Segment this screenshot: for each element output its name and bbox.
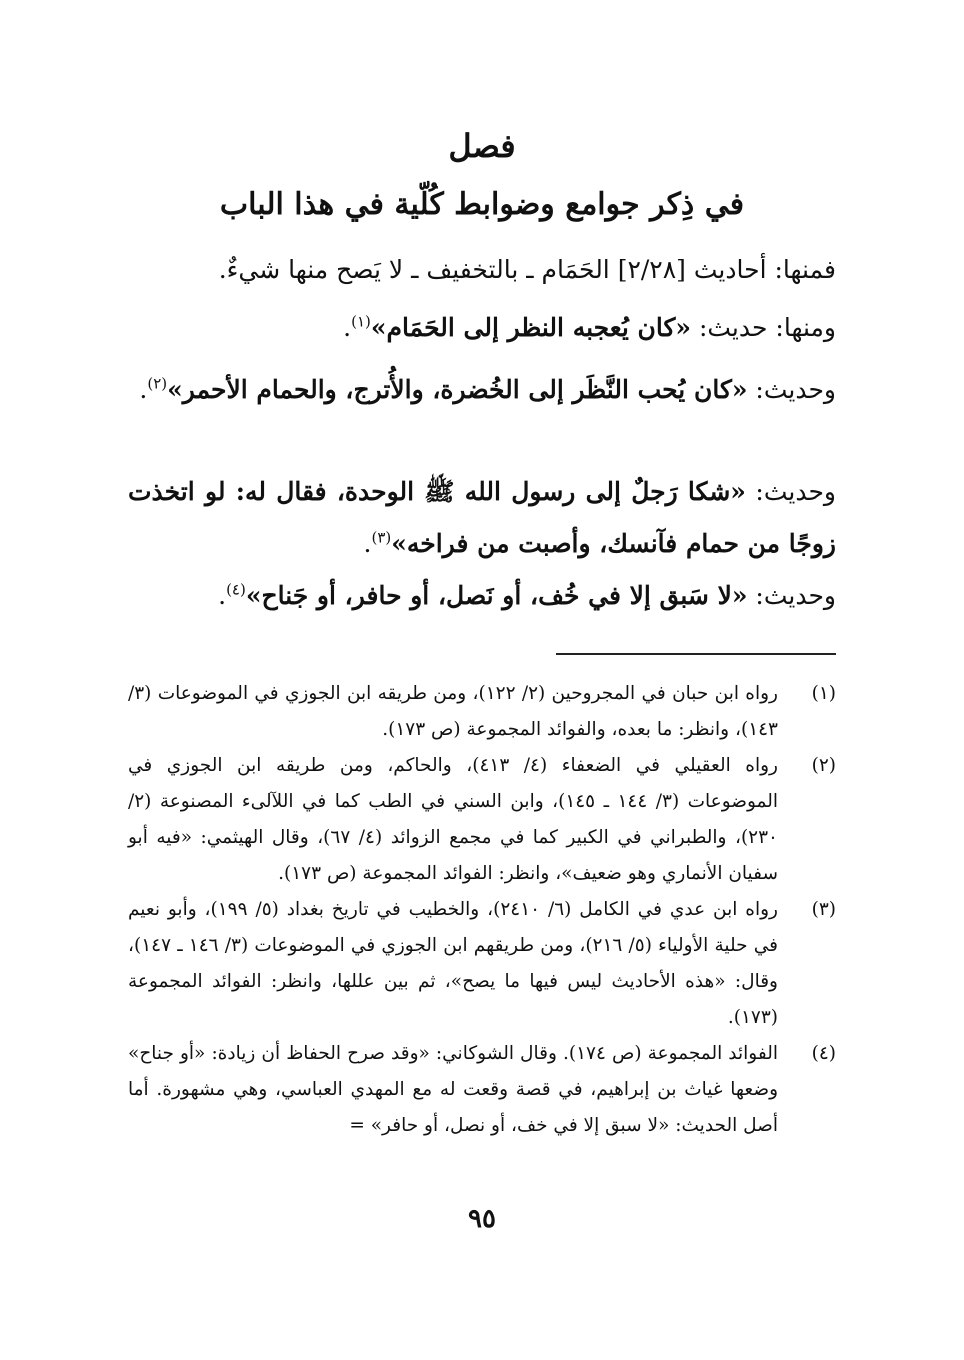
paragraph-prefix: فمنها: xyxy=(766,255,836,284)
footnote-number: (٤) xyxy=(811,1043,836,1064)
footnote xyxy=(128,1036,836,1144)
hadith-text: «كان يُعجبه النظر إلى الحَمَام» xyxy=(370,313,692,342)
footnote-ref: (١) xyxy=(351,312,371,331)
footnote-text: رواه ابن عدي في الكامل (٦/ ٢٤١٠)، والخطيب في تاريخ بغداد (٥/ ١٩٩)، وأبو نعيم في حلية الأولياء (٥/ ٢١٦)، ومن طريقهم ابن الجوزي في الموضوعات (٣/ ١٤٦ ـ ١٤٧)، وقال: «هذه الأحاديث ليس فيها ما يصح»، ثم بين عللها، وانظر: الفوائد المجموعة (١٧٣). xyxy=(128,899,778,1028)
footnotes xyxy=(128,676,836,1144)
paragraph-body: أحاديث [٢/٢٨] الحَمَام ـ بالتخفيف ـ لا يَصح منها شيءٌ. xyxy=(218,255,767,284)
paragraph xyxy=(128,364,836,416)
footnote xyxy=(128,676,836,748)
footnote-ref: (٤) xyxy=(226,580,246,599)
paragraph xyxy=(128,570,836,622)
paragraph xyxy=(128,244,836,296)
footnote-text: رواه العقيلي في الضعفاء (٤/ ٤١٣)، والحاكم، ومن طريقه ابن الجوزي في الموضوعات (٣/ ١٤٤ ـ ١٤٥)، وابن السني في الطب كما في اللآلىء المصنوعة (٢/ ٢٣٠)، والطبراني في الكبير كما في مجمع الزوائد (٤/ ٦٧)، وقال الهيثمي: «فيه أبو سفيان الأنماري وهو ضعيف»، وانظر: الفوائد المجموعة (ص ١٧٣). xyxy=(128,755,779,884)
page-number: ٩٥ xyxy=(468,1204,496,1234)
paragraph-end: . xyxy=(343,313,352,342)
paragraph-end: . xyxy=(139,375,148,404)
paragraph-end: . xyxy=(218,581,227,610)
hadith-text: «كان يُحب النَّظَر إلى الخُضرة، والأُترج، والحمام الأحمر» xyxy=(167,375,748,404)
footnote-divider xyxy=(556,653,836,655)
footnote-text: الفوائد المجموعة (ص ١٧٤). وقال الشوكاني: «وقد صرح الحفاظ أن زيادة: «أو جناح» وضعها غياث بن إبراهيم، في قصة وقعت له مع المهدي العباسي، وهي مشهورة. أما أصل الحديث: «لا سبق إلا في خف، أو نصل، أو حافر» = xyxy=(128,1043,778,1136)
paragraph-end: . xyxy=(363,529,372,558)
paragraph-prefix: ومنها: حديث: xyxy=(691,313,836,342)
footnote-number: (٢) xyxy=(811,755,836,776)
footnote-ref: (٢) xyxy=(147,374,168,393)
footnote-ref: (٣) xyxy=(371,528,392,547)
paragraph-prefix: وحديث: xyxy=(747,581,836,610)
footnote-number: (٣) xyxy=(811,899,836,920)
footnote xyxy=(128,748,836,892)
section-title: فصل xyxy=(448,127,516,165)
section-subtitle: في ذِكر جوامع وضوابط كُلّية في هذا الباب xyxy=(219,187,745,222)
paragraph xyxy=(128,466,836,570)
footnote xyxy=(128,892,836,1036)
paragraph-prefix: وحديث: xyxy=(747,375,836,404)
paragraph xyxy=(128,302,836,354)
footnote-number: (١) xyxy=(811,683,836,704)
paragraph-prefix: وحديث: xyxy=(745,477,837,506)
hadith-text: «لا سَبق إلا في خُف، أو نَصل، أو حافر، أو جَناح» xyxy=(245,581,748,610)
footnote-text: رواه ابن حبان في المجروحين (٢/ ١٢٢)، ومن طريقه ابن الجوزي في الموضوعات (٣/ ١٤٣)، وانظر: ما بعده، والفوائد المجموعة (ص ١٧٣). xyxy=(128,683,778,740)
hadith-text: «شكا رَجلٌ إلى رسول الله ﷺ الوحدة، فقال له: لو اتخذت زوجًا من حمام فآنسك، وأصبت من فراخه» xyxy=(128,477,836,558)
